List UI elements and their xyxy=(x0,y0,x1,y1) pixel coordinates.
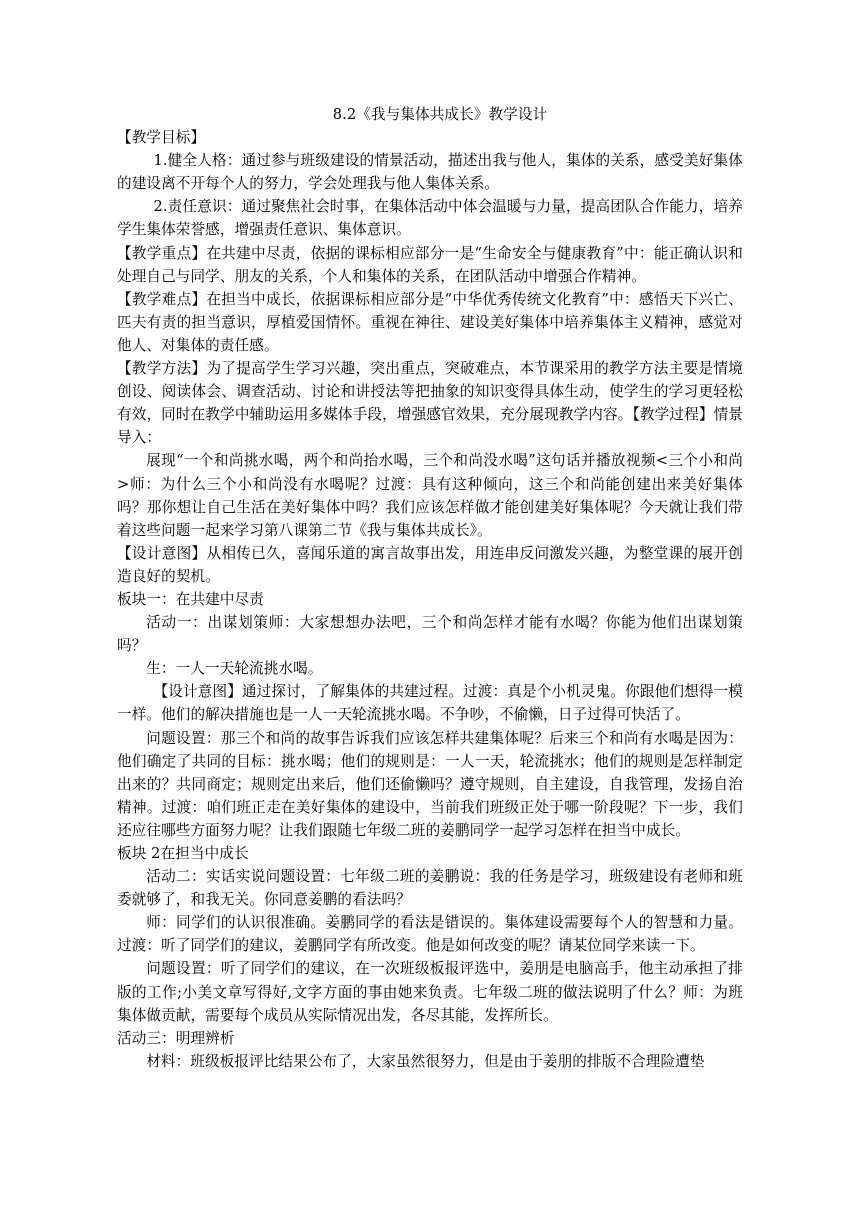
paragraph: 1.健全人格：通过参与班级建设的情景活动，描述出我与他人，集体的关系，感受美好集体的建设离不开每个人的努力，学会处理我与他人集体关系。 xyxy=(117,152,743,193)
paragraph: 问题设置：听了同学们的建议，在一次班级板报评选中，姜朋是电脑高手，他主动承担了排版的工作;小美文章写得好,文字方面的事由她来负责。七年级二班的做法说明了什么？师：为班集体做贡献，需要每个成员从实际情况出发，各尽其能，发挥所长。 xyxy=(117,960,743,1024)
paragraph-difficulties: 【教学难点】在担当中成长，依据课标相应部分是“中华优秀传统文化教育”中：感悟天下兴亡、匹夫有责的担当意识，厚植爱国情怀。重视在神往、建设美好集体中培养集体主义精神，感觉对他人、对集体的责任感。 xyxy=(117,290,743,354)
section-heading-block-2: 板块 2在担当中成长 xyxy=(117,845,249,862)
section-heading-block-1: 板块一：在共建中尽责 xyxy=(117,590,264,608)
paragraph: 展现“一个和尚挑水喝，两个和尚抬水喝，三个和尚没水喝”这句话并播放视频<三个小和尚>师：为什么三个小和尚没有水喝呢？过渡：具有这种倾向，这三个和尚能创建出来美好集体吗？那你想让自己生活在美好集体中吗？我们应该怎样做才能创建美好集体呢？今天就让我们带着这些问题一起来学习第八课第二节《我与集体共成长》。 xyxy=(117,452,743,539)
paragraph: 师：同学们的认识很准确。姜鹏同学的看法是错误的。集体建设需要每个人的智慧和力量。过渡：听了同学们的建议，姜鹏同学有所改变。他是如何改变的呢？请某位同学来读一下。 xyxy=(117,914,743,955)
paragraph: 【设计意图】通过探讨，了解集体的共建过程。过渡：真是个小机灵鬼。你跟他们想得一模一样。他们的解决措施也是一人一天轮流挑水喝。不争吵，不偷懒，日子过得可快活了。 xyxy=(117,683,743,724)
paragraph: 问题设置：那三个和尚的故事告诉我们应该怎样共建集体呢？后来三个和尚有水喝是因为：他们确定了共同的目标：挑水喝；他们的规则是：一人一天，轮流挑水；他们的规则是怎样制定出来的？共同商定；规则定出来后，他们还偷懒吗？遵守规则，自主建设，自我管理，发扬自治精神。过渡：咱们班正走在美好集体的建设中，当前我们班级正处于哪一阶段呢？下一步，我们还应往哪些方面努力呢？让我们跟随七年级二班的姜鹏同学一起学习怎样在担当中成长。 xyxy=(117,729,743,839)
paragraph: 生：一人一天轮流挑水喝。 xyxy=(146,660,323,678)
paragraph: 活动一：出谋划策师：大家想想办法吧，三个和尚怎样才能有水喝？你能为他们出谋划策吗？ xyxy=(117,614,743,655)
document-title: 8.2《我与集体共成长》教学设计 xyxy=(332,106,548,123)
paragraph-design-intent: 【设计意图】从相传已久，喜闻乐道的寓言故事出发，用连串反问激发兴趣，为整堂课的展开创造良好的契机。 xyxy=(117,544,743,585)
section-heading-activity-3: 活动三：明理辨析 xyxy=(117,1029,235,1047)
paragraph: 材料：班级板报评比结果公布了，大家虽然很努力，但是由于姜朋的排版不合理险遭垫 xyxy=(146,1052,705,1070)
paragraph-key-points: 【教学重点】在共建中尽责，依据的课标相应部分一是“生命安全与健康教育”中：能正确认识和处理自己与同学、朋友的关系，个人和集体的关系，在团队活动中增强合作精神。 xyxy=(117,244,743,285)
paragraph: 活动二：实话实说问题设置：七年级二班的姜鹏说：我的任务是学习，班级建设有老师和班委就够了，和我无关。你同意姜鹏的看法吗？ xyxy=(117,868,743,909)
document-page xyxy=(117,103,743,1073)
paragraph: 2.责任意识：通过聚焦社会时事，在集体活动中体会温暖与力量，提高团队合作能力，培养学生集体荣誉感，增强责任意识、集体意识。 xyxy=(117,198,743,239)
paragraph-methods: 【教学方法】为了提高学生学习兴趣，突出重点，突破难点，本节课采用的教学方法主要是情境创设、阅读体会、调查活动、讨论和讲授法等把抽象的知识变得具体生动，使学生的学习更轻松有效，同时在教学中辅助运用多媒体手段，增强感官效果，充分展现教学内容。【教学过程】情景导入： xyxy=(117,360,743,447)
section-heading-objectives: 【教学目标】 xyxy=(117,129,206,147)
